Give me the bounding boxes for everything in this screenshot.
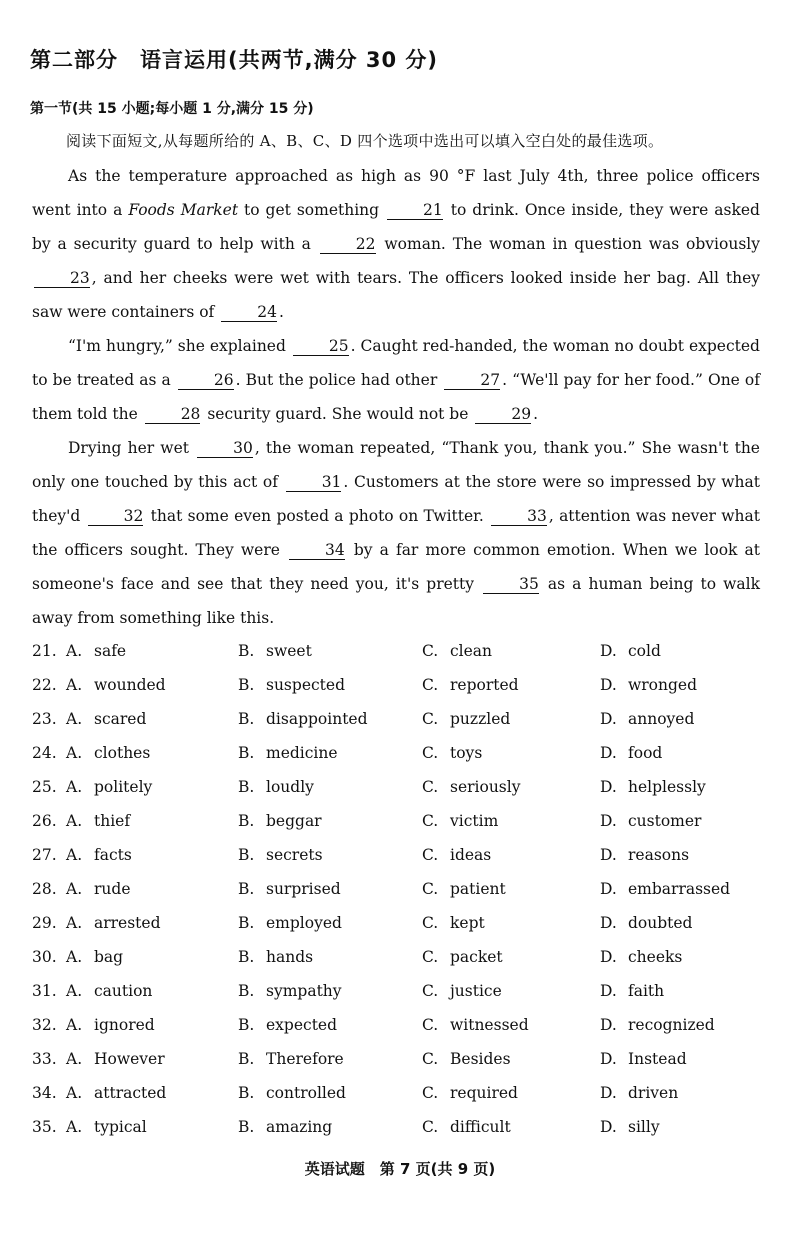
- option-letter: C.: [422, 676, 439, 694]
- passage-text: As the temperature approached as high as 90 °F last July 4th, three police officers went into a: [32, 167, 760, 219]
- question-row: [32, 806, 772, 840]
- option-letter: D.: [600, 676, 617, 694]
- passage-text: . Caught red-handed, the woman no doubt expected to be treated as a: [32, 337, 760, 389]
- option-d: [600, 676, 697, 694]
- option-c: [422, 1118, 511, 1136]
- option-text: facts: [94, 846, 132, 864]
- option-text: expected: [266, 1016, 338, 1034]
- question-number: 25.: [32, 778, 57, 796]
- option-text: annoyed: [628, 710, 695, 728]
- option-text: puzzled: [450, 710, 511, 728]
- option-text: thief: [94, 812, 131, 830]
- option-b: [238, 948, 313, 966]
- option-a: [66, 710, 146, 728]
- option-a: [66, 982, 152, 1000]
- option-a: [66, 880, 131, 898]
- question-number: 34.: [32, 1084, 57, 1102]
- option-b: [238, 982, 342, 1000]
- section-title: 第一节(共 15 小题;每小题 1 分,满分 15 分): [30, 101, 314, 117]
- option-text: wounded: [94, 676, 166, 694]
- option-text: cheeks: [628, 948, 683, 966]
- page-footer: 英语试题 第 7 页(共 9 页): [304, 1160, 496, 1178]
- option-letter: A.: [66, 914, 83, 932]
- option-b: [238, 846, 323, 864]
- option-b: [238, 642, 312, 660]
- option-b: [238, 710, 368, 728]
- option-text: amazing: [266, 1118, 333, 1136]
- option-c: [422, 880, 506, 898]
- blank-32: 32: [88, 507, 144, 526]
- option-letter: D.: [600, 1084, 617, 1102]
- option-c: [422, 676, 519, 694]
- question-row: [32, 840, 772, 874]
- passage-text: “I'm hungry,” she explained: [68, 337, 291, 355]
- option-letter: A.: [66, 880, 83, 898]
- option-a: [66, 744, 150, 762]
- passage-paragraph-1: [32, 159, 760, 329]
- option-text: reasons: [628, 846, 690, 864]
- option-text: cold: [628, 642, 661, 660]
- option-text: suspected: [266, 676, 345, 694]
- option-letter: A.: [66, 778, 83, 796]
- option-c: [422, 982, 502, 1000]
- option-a: [66, 914, 161, 932]
- option-letter: A.: [66, 744, 83, 762]
- blank-29: 29: [475, 405, 531, 424]
- option-text: recognized: [628, 1016, 715, 1034]
- question-row: [32, 1112, 772, 1146]
- option-letter: A.: [66, 676, 83, 694]
- option-a: [66, 676, 166, 694]
- option-letter: A.: [66, 642, 83, 660]
- option-text: rude: [94, 880, 131, 898]
- option-text: justice: [450, 982, 502, 1000]
- question-row: [32, 1010, 772, 1044]
- instructions: 阅读下面短文,从每题所给的 A、B、C、D 四个选项中选出可以填入空白处的最佳选项。: [66, 132, 664, 150]
- option-a: [66, 812, 130, 830]
- option-text: seriously: [450, 778, 521, 796]
- question-number: 29.: [32, 914, 57, 932]
- option-d: [600, 744, 662, 762]
- question-row: [32, 738, 772, 772]
- question-number: 32.: [32, 1016, 57, 1034]
- passage-text: , the woman repeated, “Thank you, thank you.” She wasn't the only one touched by this act of: [32, 439, 760, 491]
- option-letter: C.: [422, 846, 439, 864]
- blank-30: 30: [197, 439, 253, 458]
- question-row: [32, 670, 772, 704]
- option-b: [238, 744, 338, 762]
- option-letter: B.: [238, 880, 255, 898]
- option-letter: C.: [422, 914, 439, 932]
- option-letter: D.: [600, 744, 617, 762]
- blank-27: 27: [444, 371, 500, 390]
- option-text: politely: [94, 778, 153, 796]
- option-text: customer: [628, 812, 702, 830]
- option-c: [422, 642, 492, 660]
- passage-text: to get something: [238, 201, 386, 219]
- option-text: surprised: [266, 880, 341, 898]
- option-d: [600, 778, 706, 796]
- question-row: [32, 704, 772, 738]
- option-d: [600, 1118, 660, 1136]
- option-letter: A.: [66, 846, 83, 864]
- option-text: kept: [450, 914, 485, 932]
- option-text: bag: [94, 948, 124, 966]
- blank-34: 34: [289, 541, 345, 560]
- blank-21: 21: [387, 201, 443, 220]
- option-letter: D.: [600, 948, 617, 966]
- option-text: silly: [628, 1118, 660, 1136]
- option-text: loudly: [266, 778, 314, 796]
- passage-text: as a human being to walk away from something like this.: [32, 575, 760, 627]
- passage-text: Drying her wet: [68, 439, 196, 457]
- blank-25: 25: [293, 337, 349, 356]
- option-text: However: [94, 1050, 165, 1068]
- option-letter: D.: [600, 982, 617, 1000]
- option-text: medicine: [266, 744, 338, 762]
- option-letter: C.: [422, 1084, 439, 1102]
- question-row: [32, 874, 772, 908]
- option-text: toys: [450, 744, 483, 762]
- option-letter: B.: [238, 1016, 255, 1034]
- question-number: 30.: [32, 948, 57, 966]
- option-text: required: [450, 1084, 518, 1102]
- passage-text: . Customers at the store were so impressed by what they'd: [32, 473, 760, 525]
- option-d: [600, 914, 692, 932]
- blank-35: 35: [483, 575, 539, 594]
- option-letter: C.: [422, 710, 439, 728]
- option-c: [422, 778, 520, 796]
- option-letter: B.: [238, 812, 255, 830]
- option-letter: B.: [238, 948, 255, 966]
- option-a: [66, 1118, 147, 1136]
- option-text: driven: [628, 1084, 679, 1102]
- option-text: victim: [450, 812, 499, 830]
- question-number: 35.: [32, 1118, 57, 1136]
- option-letter: A.: [66, 1084, 83, 1102]
- option-text: controlled: [266, 1084, 346, 1102]
- store-name: Foods Market: [128, 201, 239, 219]
- option-text: typical: [94, 1118, 147, 1136]
- option-text: sweet: [266, 642, 312, 660]
- option-letter: C.: [422, 642, 439, 660]
- option-text: embarrassed: [628, 880, 731, 898]
- option-letter: B.: [238, 914, 255, 932]
- option-letter: D.: [600, 1118, 617, 1136]
- passage-paragraph-3: [32, 431, 760, 635]
- option-letter: D.: [600, 1016, 617, 1034]
- passage-text: woman. The woman in question was obviously: [377, 235, 760, 253]
- option-letter: A.: [66, 982, 83, 1000]
- option-letter: C.: [422, 744, 439, 762]
- option-letter: B.: [238, 778, 255, 796]
- blank-26: 26: [178, 371, 234, 390]
- option-c: [422, 710, 510, 728]
- passage-text: that some even posted a photo on Twitter.: [145, 507, 490, 525]
- option-text: patient: [450, 880, 506, 898]
- option-text: beggar: [266, 812, 322, 830]
- option-a: [66, 1084, 166, 1102]
- option-text: disappointed: [266, 710, 368, 728]
- option-letter: D.: [600, 778, 617, 796]
- passage-text: . “We'll pay for her food.” One of them told the: [32, 371, 760, 423]
- option-text: clean: [450, 642, 493, 660]
- option-text: ideas: [450, 846, 492, 864]
- option-d: [600, 1050, 687, 1068]
- option-text: packet: [450, 948, 503, 966]
- option-text: scared: [94, 710, 147, 728]
- passage-text: .: [278, 303, 284, 321]
- option-b: [238, 880, 341, 898]
- option-d: [600, 1016, 715, 1034]
- option-c: [422, 914, 485, 932]
- passage-text: , attention was never what the officers sought. They were: [32, 507, 760, 559]
- option-c: [422, 846, 491, 864]
- option-d: [600, 948, 682, 966]
- option-text: secrets: [266, 846, 323, 864]
- question-row: [32, 1078, 772, 1112]
- option-b: [238, 812, 322, 830]
- option-a: [66, 778, 152, 796]
- option-letter: B.: [238, 642, 255, 660]
- option-text: safe: [94, 642, 127, 660]
- blank-23: 23: [34, 269, 90, 288]
- option-letter: C.: [422, 812, 439, 830]
- option-letter: A.: [66, 1016, 83, 1034]
- question-number: 27.: [32, 846, 57, 864]
- option-b: [238, 1016, 337, 1034]
- option-text: helplessly: [628, 778, 706, 796]
- option-letter: A.: [66, 948, 83, 966]
- passage-text: , and her cheeks were wet with tears. The officers looked inside her bag. All they saw were containers of: [32, 269, 760, 321]
- option-letter: A.: [66, 1118, 83, 1136]
- option-letter: B.: [238, 1084, 255, 1102]
- answer-options: [32, 636, 772, 1146]
- option-c: [422, 812, 498, 830]
- option-c: [422, 948, 503, 966]
- question-number: 22.: [32, 676, 57, 694]
- option-letter: C.: [422, 1016, 439, 1034]
- passage: [32, 159, 760, 635]
- option-text: doubted: [628, 914, 693, 932]
- option-text: employed: [266, 914, 342, 932]
- option-b: [238, 1050, 344, 1068]
- blank-28: 28: [145, 405, 201, 424]
- option-text: caution: [94, 982, 153, 1000]
- option-d: [600, 710, 694, 728]
- option-letter: C.: [422, 778, 439, 796]
- passage-paragraph-2: [32, 329, 760, 431]
- option-c: [422, 1050, 511, 1068]
- option-letter: B.: [238, 710, 255, 728]
- passage-text: .: [533, 405, 539, 423]
- option-a: [66, 948, 123, 966]
- question-number: 33.: [32, 1050, 57, 1068]
- option-letter: C.: [422, 982, 439, 1000]
- option-c: [422, 1084, 518, 1102]
- option-d: [600, 982, 664, 1000]
- option-text: faith: [628, 982, 665, 1000]
- option-text: Besides: [450, 1050, 511, 1068]
- option-letter: A.: [66, 710, 83, 728]
- option-text: clothes: [94, 744, 151, 762]
- option-b: [238, 1118, 332, 1136]
- question-row: [32, 636, 772, 670]
- option-text: reported: [450, 676, 519, 694]
- option-text: witnessed: [450, 1016, 529, 1034]
- option-text: Instead: [628, 1050, 687, 1068]
- question-number: 31.: [32, 982, 57, 1000]
- option-letter: D.: [600, 880, 617, 898]
- passage-text: by a far more common emotion. When we look at someone's face and see that they need you, it's pretty: [32, 541, 760, 593]
- question-row: [32, 942, 772, 976]
- question-row: [32, 908, 772, 942]
- option-d: [600, 1084, 678, 1102]
- question-row: [32, 976, 772, 1010]
- option-letter: D.: [600, 914, 617, 932]
- question-row: [32, 1044, 772, 1078]
- option-text: attracted: [94, 1084, 167, 1102]
- option-letter: B.: [238, 1050, 255, 1068]
- option-letter: C.: [422, 880, 439, 898]
- passage-text: . But the police had other: [235, 371, 443, 389]
- option-letter: D.: [600, 642, 617, 660]
- option-letter: D.: [600, 846, 617, 864]
- option-d: [600, 642, 661, 660]
- blank-24: 24: [221, 303, 277, 322]
- option-letter: B.: [238, 1118, 255, 1136]
- option-text: sympathy: [266, 982, 342, 1000]
- option-letter: C.: [422, 1050, 439, 1068]
- blank-31: 31: [286, 473, 342, 492]
- option-c: [422, 744, 482, 762]
- option-letter: A.: [66, 812, 83, 830]
- question-number: 24.: [32, 744, 57, 762]
- question-number: 23.: [32, 710, 57, 728]
- option-letter: B.: [238, 846, 255, 864]
- part-title: 第二部分 语言运用(共两节,满分 30 分): [30, 48, 439, 72]
- passage-text: to drink. Once inside, they were asked by a security guard to help with a: [32, 201, 760, 253]
- option-a: [66, 1016, 155, 1034]
- option-text: hands: [266, 948, 314, 966]
- passage-text: security guard. She would not be: [202, 405, 474, 423]
- option-d: [600, 812, 701, 830]
- option-a: [66, 642, 126, 660]
- blank-33: 33: [491, 507, 547, 526]
- option-a: [66, 846, 132, 864]
- option-d: [600, 846, 689, 864]
- option-letter: B.: [238, 982, 255, 1000]
- question-row: [32, 772, 772, 806]
- option-d: [600, 880, 730, 898]
- option-letter: B.: [238, 744, 255, 762]
- question-number: 21.: [32, 642, 57, 660]
- option-text: arrested: [94, 914, 161, 932]
- blank-22: 22: [320, 235, 376, 254]
- option-letter: C.: [422, 1118, 439, 1136]
- question-number: 26.: [32, 812, 57, 830]
- option-b: [238, 914, 342, 932]
- option-b: [238, 676, 345, 694]
- option-a: [66, 1050, 165, 1068]
- option-b: [238, 1084, 346, 1102]
- option-letter: D.: [600, 1050, 617, 1068]
- option-text: wronged: [628, 676, 698, 694]
- option-letter: D.: [600, 812, 617, 830]
- question-number: 28.: [32, 880, 57, 898]
- option-text: ignored: [94, 1016, 155, 1034]
- option-letter: C.: [422, 948, 439, 966]
- option-letter: D.: [600, 710, 617, 728]
- option-letter: A.: [66, 1050, 83, 1068]
- option-b: [238, 778, 314, 796]
- option-text: difficult: [450, 1118, 511, 1136]
- option-letter: B.: [238, 676, 255, 694]
- option-text: food: [628, 744, 663, 762]
- option-text: Therefore: [266, 1050, 344, 1068]
- option-c: [422, 1016, 529, 1034]
